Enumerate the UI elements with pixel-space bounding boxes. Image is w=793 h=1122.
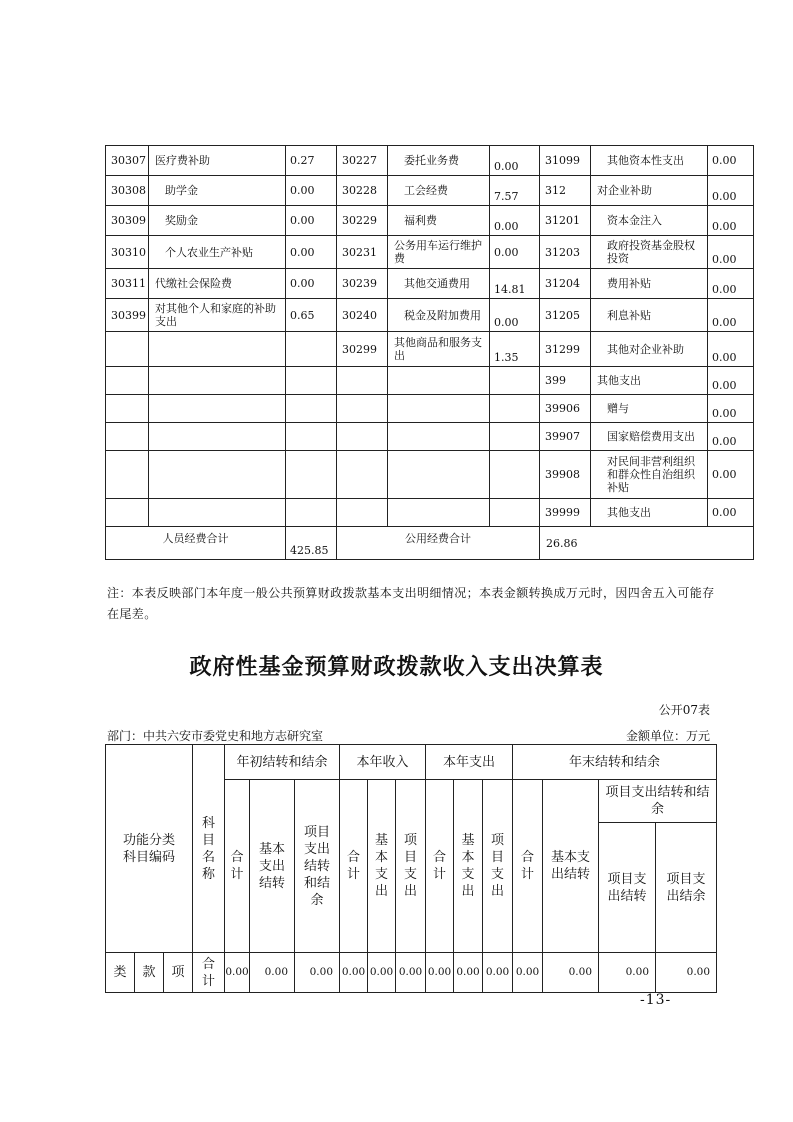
public-total-label: 公用经费合计 [337,527,540,560]
total-cell: 0.00 [454,953,483,993]
subject-name-cell: 其他资本性支出 [591,146,708,176]
amount-cell: 0.00 [708,395,754,423]
totals-row [106,527,754,560]
amount-cell: 1.35 [490,332,540,367]
end-balance-header: 年末结转和结余 [513,745,717,780]
total-cell: 0.00 [543,953,599,993]
subject-code-cell: 39908 [540,451,591,499]
total-row [106,953,717,993]
unit-label: 金额单位：万元 [625,729,710,743]
subject-code-cell: 30310 [106,236,149,269]
expense-proj-header: 项目支出 [483,780,513,953]
total-cell: 0.00 [295,953,340,993]
begin-balance-header: 年初结转和结余 [225,745,340,780]
class-header: 类 [106,953,135,993]
amount-cell [286,367,337,395]
subject-name-cell: 税金及附加费用 [388,299,490,332]
amount-cell: 0.00 [490,299,540,332]
amount-cell: 0.00 [708,423,754,451]
amount-cell: 0.00 [708,176,754,206]
item-header: 款 [135,953,164,993]
public-total-value: 26.86 [540,527,754,560]
income-header: 本年收入 [340,745,426,780]
subject-name-cell: 赠与 [591,395,708,423]
amount-cell [286,332,337,367]
begin-total-header: 合计 [225,780,250,953]
income-basic-header: 基本支出 [368,780,396,953]
table-row [106,176,754,206]
subject-name-cell: 助学金 [149,176,286,206]
amount-cell [490,367,540,395]
amount-cell: 0.00 [490,206,540,236]
total-cell: 0.00 [250,953,295,993]
total-label: 合计 [193,953,225,993]
amount-cell [286,451,337,499]
total-cell: 0.00 [368,953,396,993]
table-number: 公开07表 [658,703,710,717]
amount-cell [286,395,337,423]
amount-cell: 0.00 [490,236,540,269]
table-row [106,269,754,299]
amount-cell [490,451,540,499]
subject-code-cell: 39906 [540,395,591,423]
expense-header: 本年支出 [426,745,513,780]
subject-name-cell [149,451,286,499]
subject-code-cell: 39999 [540,499,591,527]
subject-name-cell: 其他交通费用 [388,269,490,299]
expense-detail-table [105,145,754,560]
subject-name-cell [388,423,490,451]
subject-code-cell: 39907 [540,423,591,451]
fund-budget-table [105,744,717,993]
subject-code-cell [337,499,388,527]
subject-code-cell: 31204 [540,269,591,299]
subject-name-cell: 政府投资基金股权投资 [591,236,708,269]
income-proj-header: 项目支出 [396,780,426,953]
subject-code-cell [337,451,388,499]
amount-cell: 0.00 [286,269,337,299]
total-cell: 0.00 [426,953,454,993]
proj-balance-group-header: 项目支出结转和结余 [599,780,717,823]
income-total-header: 合计 [340,780,368,953]
subject-code-cell [106,423,149,451]
subject-name-cell: 其他对企业补助 [591,332,708,367]
table-row [106,395,754,423]
expense-total-header: 合计 [426,780,454,953]
begin-basic-header: 基本支出结转 [250,780,295,953]
page-number: -13- [640,992,672,1008]
end-basic-header: 基本支出结转 [543,780,599,953]
subject-name-cell: 代缴社会保险费 [149,269,286,299]
amount-cell [490,499,540,527]
subject-code-cell: 30231 [337,236,388,269]
subject-code-cell: 30228 [337,176,388,206]
total-cell: 0.00 [513,953,543,993]
subject-code-cell: 399 [540,367,591,395]
subject-name-cell [149,367,286,395]
subject-code-cell [337,395,388,423]
func-code-header: 功能分类科目编码 [106,745,193,953]
subject-name-cell: 对民间非营利组织和群众性自治组织补贴 [591,451,708,499]
subject-code-cell [106,395,149,423]
subject-name-cell: 奖励金 [149,206,286,236]
department-label: 部门：中共六安市委党史和地方志研究室 [107,729,324,743]
table-row [106,367,754,395]
subject-name-cell: 公务用车运行维护费 [388,236,490,269]
proj-carry-header: 项目支出结转 [599,823,656,953]
amount-cell [286,499,337,527]
amount-cell [490,423,540,451]
personnel-total-value: 425.85 [286,527,337,560]
subject-name-cell: 个人农业生产补贴 [149,236,286,269]
subject-code-cell [106,451,149,499]
total-cell: 0.00 [225,953,250,993]
subject-code-cell: 31203 [540,236,591,269]
table-note: 注：本表反映部门本年度一般公共预算财政拨款基本支出明细情况；本表金额转换成万元时，因四舍五入可能存在尾差。 [107,586,715,621]
subject-name-cell: 委托业务费 [388,146,490,176]
table-row [106,499,754,527]
subject-name-cell: 利息补贴 [591,299,708,332]
amount-cell: 0.00 [286,206,337,236]
begin-proj-header: 项目支出结转和结余 [295,780,340,953]
subject-name-cell: 对其他个人和家庭的补助支出 [149,299,286,332]
table-row [106,451,754,499]
amount-cell: 0.00 [708,146,754,176]
table-row [106,299,754,332]
subject-name-cell: 其他支出 [591,367,708,395]
amount-cell [490,395,540,423]
subject-name-cell: 国家赔偿费用支出 [591,423,708,451]
subject-name-cell: 对企业补助 [591,176,708,206]
subject-code-cell: 30227 [337,146,388,176]
subject-name-cell [388,367,490,395]
total-cell: 0.00 [656,953,717,993]
subject-name-cell [388,395,490,423]
subject-code-cell [106,367,149,395]
subject-code-cell: 312 [540,176,591,206]
amount-cell: 0.00 [286,176,337,206]
total-cell: 0.00 [340,953,368,993]
subject-code-cell: 31201 [540,206,591,236]
subject-code-cell [337,423,388,451]
subject-code-cell [106,332,149,367]
amount-cell: 0.00 [708,499,754,527]
table-row [106,423,754,451]
total-cell: 0.00 [483,953,513,993]
total-cell: 0.00 [599,953,656,993]
amount-cell: 0.65 [286,299,337,332]
proj-surplus-header: 项目支出结余 [656,823,717,953]
subject-code-cell: 30311 [106,269,149,299]
total-cell: 0.00 [396,953,426,993]
subject-name-cell [388,499,490,527]
amount-cell: 0.27 [286,146,337,176]
subject-code-cell: 31205 [540,299,591,332]
subject-name-cell: 费用补贴 [591,269,708,299]
amount-cell: 0.00 [286,236,337,269]
subject-code-cell: 30399 [106,299,149,332]
subject-code-cell: 31099 [540,146,591,176]
end-total-header: 合计 [513,780,543,953]
subject-name-cell: 福利费 [388,206,490,236]
subject-code-cell [106,499,149,527]
subject-code-cell: 30309 [106,206,149,236]
table-row [106,236,754,269]
amount-cell: 0.00 [708,269,754,299]
amount-cell: 0.00 [490,146,540,176]
amount-cell [286,423,337,451]
expense-basic-header: 基本支出 [454,780,483,953]
subject-code-cell: 31299 [540,332,591,367]
subject-name-cell: 医疗费补助 [149,146,286,176]
amount-cell: 0.00 [708,236,754,269]
subject-code-cell [337,367,388,395]
entry-header: 项 [164,953,193,993]
table-row [106,206,754,236]
subject-code-cell: 30299 [337,332,388,367]
amount-cell: 14.81 [490,269,540,299]
subject-name-cell: 其他商品和服务支出 [388,332,490,367]
subject-code-cell: 30239 [337,269,388,299]
subject-name-cell [388,451,490,499]
subject-code-cell: 30307 [106,146,149,176]
table-row [106,332,754,367]
subject-name-cell [149,395,286,423]
amount-cell: 0.00 [708,451,754,499]
amount-cell: 0.00 [708,367,754,395]
subject-name-cell: 其他支出 [591,499,708,527]
page-title: 政府性基金预算财政拨款收入支出决算表 [189,655,604,680]
subject-name-cell: 工会经费 [388,176,490,206]
subject-name-cell [149,423,286,451]
personnel-total-label: 人员经费合计 [106,527,286,560]
subject-code-cell: 30308 [106,176,149,206]
subject-name-cell [149,499,286,527]
amount-cell: 0.00 [708,299,754,332]
subject-name-header: 科目名称 [193,745,225,953]
amount-cell: 0.00 [708,332,754,367]
subject-code-cell: 30240 [337,299,388,332]
subject-name-cell: 资本金注入 [591,206,708,236]
amount-cell: 7.57 [490,176,540,206]
table-row [106,146,754,176]
subject-name-cell [149,332,286,367]
subject-code-cell: 30229 [337,206,388,236]
amount-cell: 0.00 [708,206,754,236]
